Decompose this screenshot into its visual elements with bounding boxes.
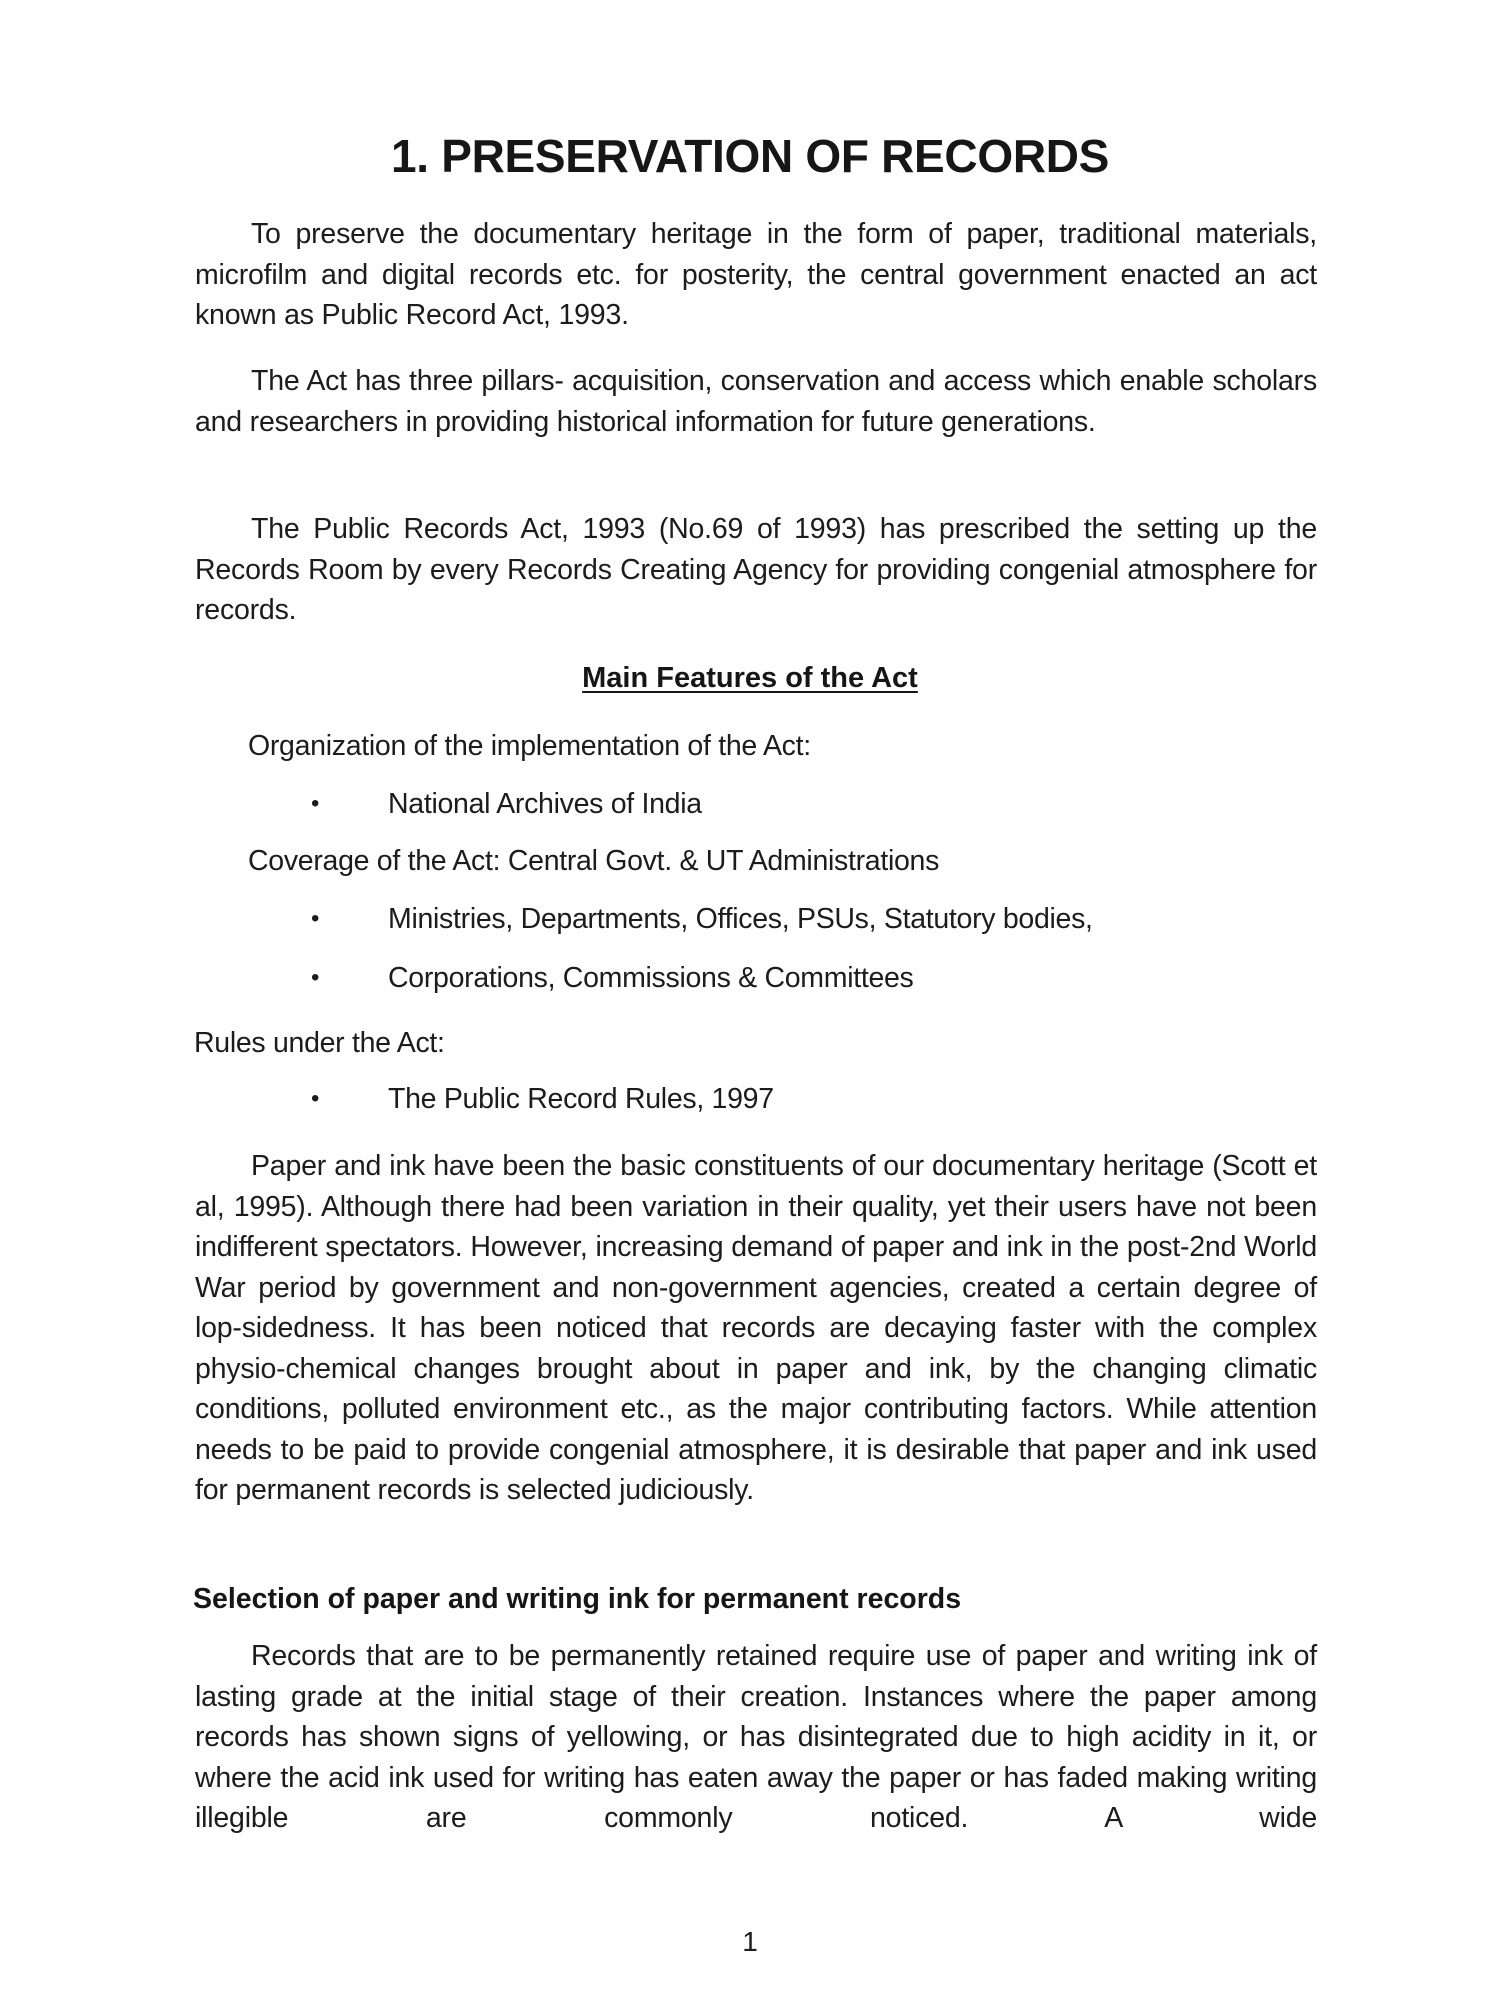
rules-label: Rules under the Act: (194, 1027, 445, 1059)
coverage-label: Coverage of the Act: Central Govt. & UT Administrations (248, 845, 940, 877)
bullet-icon: • (311, 905, 320, 932)
intro-paragraph-3-container (195, 509, 1317, 631)
intro-paragraph-3: The Public Records Act, 1993 (No.69 of 1993) has prescribed the setting up the Records Room by every Records Creating Agency for providing congenial atmosphere for records. (195, 513, 1317, 626)
selection-paragraph: Records that are to be permanently retained require use of paper and writing ink of lasting grade at the initial stage of their creation. Instances where the paper among records has shown signs of yellowing, or has disintegrated due to high acidity in it, or where the acid ink used for writing has eaten away the paper or has faded making writing illegible are commonly noticed. A wide (195, 1640, 1317, 1834)
page-title: 1. PRESERVATION OF RECORDS (390, 130, 1110, 182)
page-number: 1 (742, 1926, 758, 1957)
bullet-icon: • (311, 964, 320, 991)
bullet-icon: • (311, 790, 320, 817)
paper-ink-paragraph: Paper and ink have been the basic constituents of our documentary heritage (Scott et al, 1995). Although there had been variation in their quality, yet their users have not been indifferent spectators. However, increasing demand of paper and ink in the post-2nd World War period by government and non-government agencies, created a certain degree of lop-sidedness. It has been noticed that records are decaying faster with the complex physio-chemical changes brought about in paper and ink, by the changing climatic conditions, polluted environment etc., as the major contributing factors. While attention needs to be paid to provide congenial atmosphere, it is desirable that paper and ink used for permanent records is selected judiciously. (195, 1150, 1317, 1506)
selection-paragraph-container (195, 1636, 1317, 1839)
coverage-item: Corporations, Commissions & Committees (388, 962, 914, 994)
intro-paragraph-1: To preserve the documentary heritage in the form of paper, traditional materials, microfilm and digital records etc. for posterity, the central government enacted an act known as Public Record Act, 1993. (195, 218, 1317, 331)
intro-paragraph-2-container (195, 361, 1317, 442)
rules-item: The Public Record Rules, 1997 (388, 1083, 774, 1115)
bullet-icon: • (311, 1085, 320, 1112)
intro-paragraph-1-container (195, 214, 1317, 336)
selection-heading: Selection of paper and writing ink for permanent records (193, 1583, 962, 1615)
intro-paragraph-2: The Act has three pillars- acquisition, conservation and access which enable scholars and researchers in providing historical information for future generations. (195, 365, 1317, 438)
organization-item: National Archives of India (388, 788, 702, 820)
paper-ink-paragraph-container (195, 1146, 1317, 1511)
main-features-heading-text: Main Features of the Act (582, 662, 918, 694)
coverage-item: Ministries, Departments, Offices, PSUs, Statutory bodies, (388, 903, 1093, 935)
main-features-heading (0, 660, 1500, 696)
organization-label: Organization of the implementation of the Act: (248, 730, 811, 762)
